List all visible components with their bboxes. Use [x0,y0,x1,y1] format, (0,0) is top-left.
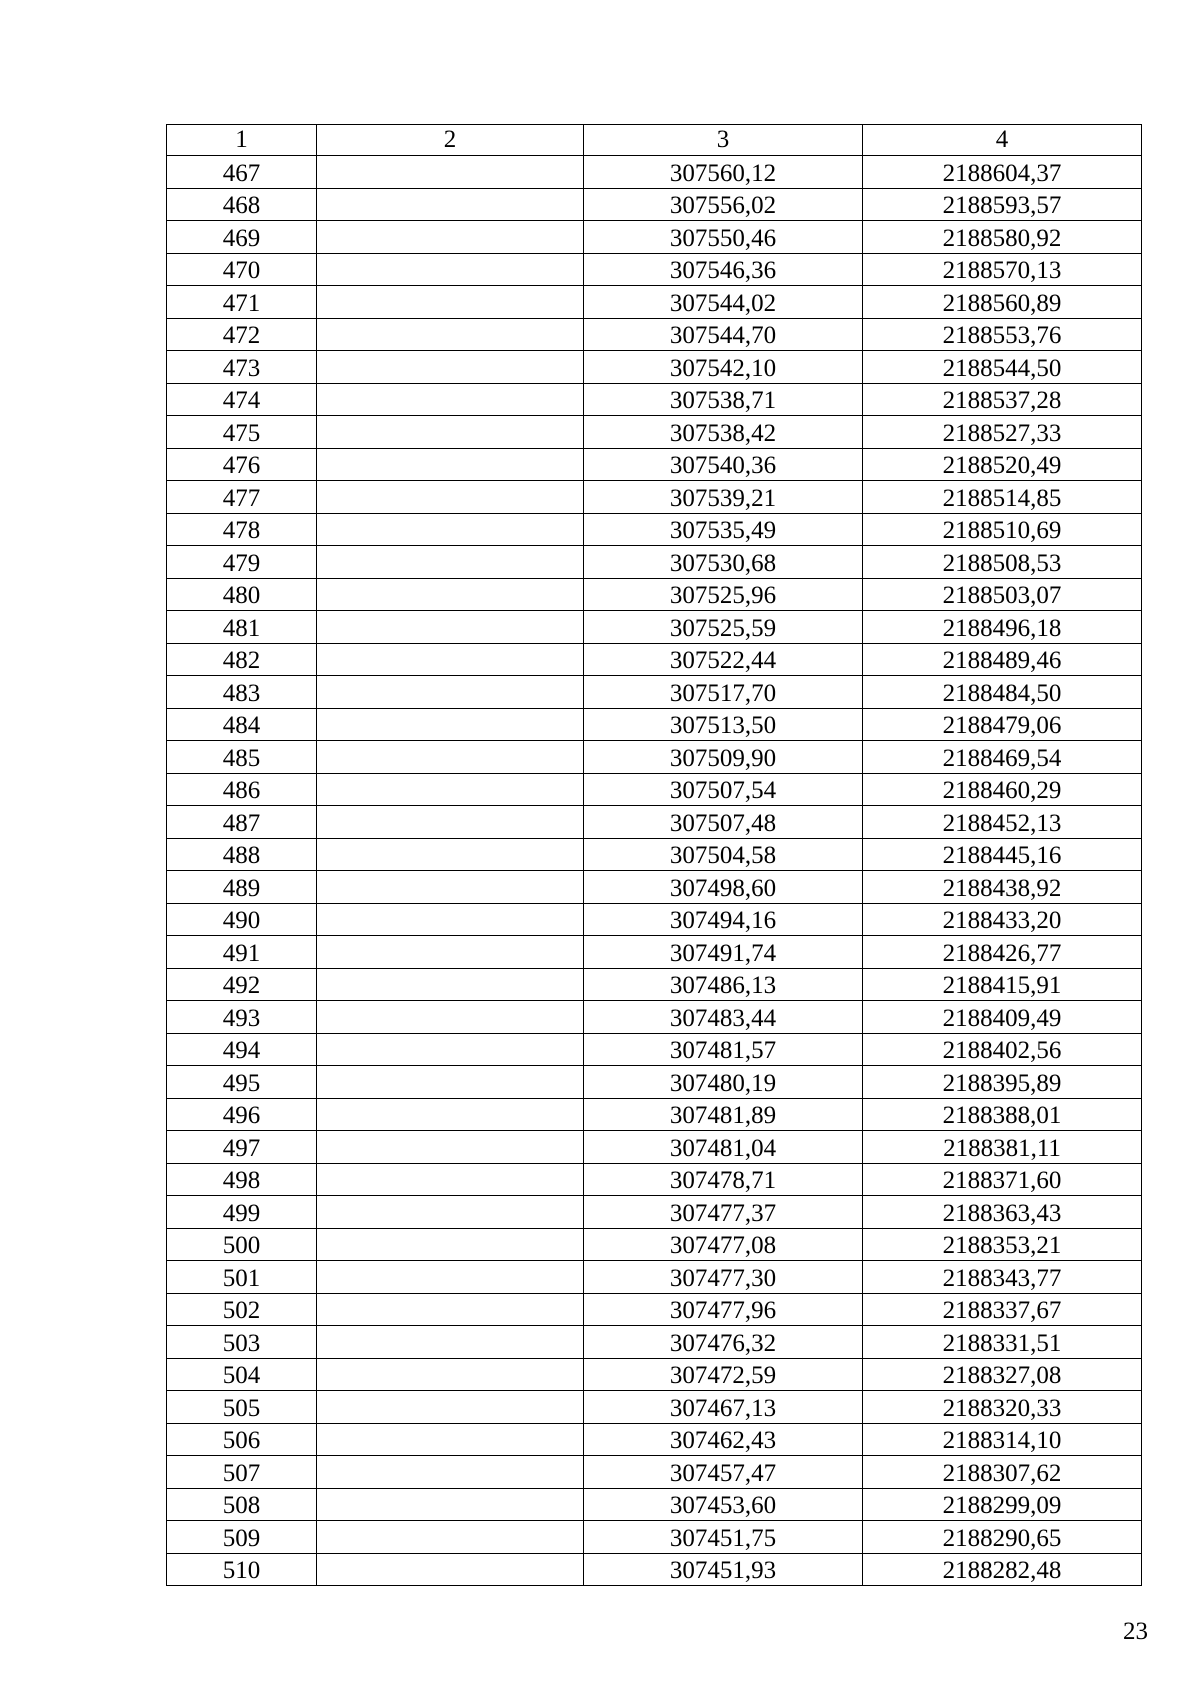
y-coordinate-cell: 2188415,91 [863,968,1142,1001]
description-cell [317,1066,584,1099]
description-cell [317,741,584,774]
y-coordinate-cell: 2188395,89 [863,1066,1142,1099]
y-coordinate-cell: 2188514,85 [863,481,1142,514]
x-coordinate-cell: 307486,13 [584,968,863,1001]
x-coordinate-cell: 307550,46 [584,221,863,254]
point-number-cell: 489 [167,871,317,904]
y-coordinate-cell: 2188343,77 [863,1261,1142,1294]
x-coordinate-cell: 307472,59 [584,1358,863,1391]
point-number-cell: 476 [167,448,317,481]
point-number-cell: 486 [167,773,317,806]
x-coordinate-cell: 307478,71 [584,1163,863,1196]
table-row [167,806,1142,839]
table-row [167,383,1142,416]
point-number-cell: 481 [167,611,317,644]
description-cell [317,1131,584,1164]
table-row [167,1001,1142,1034]
table-row [167,871,1142,904]
table-row [167,903,1142,936]
coordinates-table-container [166,124,1141,1586]
y-coordinate-cell: 2188527,33 [863,416,1142,449]
x-coordinate-cell: 307530,68 [584,546,863,579]
y-coordinate-cell: 2188489,46 [863,643,1142,676]
table-row [167,481,1142,514]
table-row [167,611,1142,644]
point-number-cell: 471 [167,286,317,319]
point-number-cell: 468 [167,188,317,221]
y-coordinate-cell: 2188320,33 [863,1391,1142,1424]
column-header-1: 1 [167,125,317,156]
point-number-cell: 510 [167,1553,317,1586]
y-coordinate-cell: 2188388,01 [863,1098,1142,1131]
y-coordinate-cell: 2188460,29 [863,773,1142,806]
point-number-cell: 490 [167,903,317,936]
point-number-cell: 467 [167,156,317,189]
table-row [167,253,1142,286]
table-row [167,351,1142,384]
y-coordinate-cell: 2188593,57 [863,188,1142,221]
table-row [167,838,1142,871]
table-row [167,221,1142,254]
point-number-cell: 499 [167,1196,317,1229]
description-cell [317,708,584,741]
point-number-cell: 478 [167,513,317,546]
description-cell [317,643,584,676]
x-coordinate-cell: 307522,44 [584,643,863,676]
table-row [167,936,1142,969]
table-header [167,125,1142,156]
point-number-cell: 472 [167,318,317,351]
point-number-cell: 477 [167,481,317,514]
point-number-cell: 473 [167,351,317,384]
x-coordinate-cell: 307481,57 [584,1033,863,1066]
x-coordinate-cell: 307477,30 [584,1261,863,1294]
x-coordinate-cell: 307538,71 [584,383,863,416]
table-row [167,643,1142,676]
y-coordinate-cell: 2188337,67 [863,1293,1142,1326]
point-number-cell: 475 [167,416,317,449]
point-number-cell: 498 [167,1163,317,1196]
y-coordinate-cell: 2188510,69 [863,513,1142,546]
description-cell [317,968,584,1001]
point-number-cell: 509 [167,1521,317,1554]
point-number-cell: 470 [167,253,317,286]
point-number-cell: 497 [167,1131,317,1164]
description-cell [317,286,584,319]
point-number-cell: 501 [167,1261,317,1294]
table-row [167,968,1142,1001]
description-cell [317,1326,584,1359]
y-coordinate-cell: 2188299,09 [863,1488,1142,1521]
description-cell [317,253,584,286]
table-row [167,1261,1142,1294]
y-coordinate-cell: 2188580,92 [863,221,1142,254]
description-cell [317,1098,584,1131]
y-coordinate-cell: 2188484,50 [863,676,1142,709]
point-number-cell: 485 [167,741,317,774]
x-coordinate-cell: 307556,02 [584,188,863,221]
x-coordinate-cell: 307462,43 [584,1423,863,1456]
point-number-cell: 474 [167,383,317,416]
x-coordinate-cell: 307507,48 [584,806,863,839]
x-coordinate-cell: 307504,58 [584,838,863,871]
table-row [167,1358,1142,1391]
table-row [167,286,1142,319]
description-cell [317,806,584,839]
table-row [167,1456,1142,1489]
point-number-cell: 507 [167,1456,317,1489]
x-coordinate-cell: 307457,47 [584,1456,863,1489]
description-cell [317,416,584,449]
point-number-cell: 495 [167,1066,317,1099]
x-coordinate-cell: 307544,02 [584,286,863,319]
x-coordinate-cell: 307477,96 [584,1293,863,1326]
point-number-cell: 503 [167,1326,317,1359]
table-body [167,156,1142,1586]
table-row [167,1326,1142,1359]
description-cell [317,1521,584,1554]
x-coordinate-cell: 307542,10 [584,351,863,384]
y-coordinate-cell: 2188503,07 [863,578,1142,611]
point-number-cell: 469 [167,221,317,254]
x-coordinate-cell: 307539,21 [584,481,863,514]
x-coordinate-cell: 307451,93 [584,1553,863,1586]
table-row [167,708,1142,741]
x-coordinate-cell: 307509,90 [584,741,863,774]
point-number-cell: 494 [167,1033,317,1066]
y-coordinate-cell: 2188327,08 [863,1358,1142,1391]
table-row [167,546,1142,579]
y-coordinate-cell: 2188402,56 [863,1033,1142,1066]
description-cell [317,1488,584,1521]
x-coordinate-cell: 307451,75 [584,1521,863,1554]
y-coordinate-cell: 2188560,89 [863,286,1142,319]
x-coordinate-cell: 307540,36 [584,448,863,481]
y-coordinate-cell: 2188353,21 [863,1228,1142,1261]
x-coordinate-cell: 307513,50 [584,708,863,741]
column-header-2: 2 [317,125,584,156]
table-row [167,1423,1142,1456]
table-row [167,416,1142,449]
x-coordinate-cell: 307481,89 [584,1098,863,1131]
description-cell [317,188,584,221]
x-coordinate-cell: 307491,74 [584,936,863,969]
description-cell [317,1553,584,1586]
table-row [167,1033,1142,1066]
x-coordinate-cell: 307525,59 [584,611,863,644]
y-coordinate-cell: 2188604,37 [863,156,1142,189]
description-cell [317,1033,584,1066]
point-number-cell: 483 [167,676,317,709]
description-cell [317,156,584,189]
description-cell [317,1391,584,1424]
table-row [167,1131,1142,1164]
y-coordinate-cell: 2188570,13 [863,253,1142,286]
y-coordinate-cell: 2188469,54 [863,741,1142,774]
point-number-cell: 504 [167,1358,317,1391]
point-number-cell: 505 [167,1391,317,1424]
x-coordinate-cell: 307481,04 [584,1131,863,1164]
description-cell [317,1358,584,1391]
description-cell [317,1261,584,1294]
column-header-3: 3 [584,125,863,156]
y-coordinate-cell: 2188553,76 [863,318,1142,351]
x-coordinate-cell: 307476,32 [584,1326,863,1359]
table-row [167,1553,1142,1586]
table-row [167,676,1142,709]
point-number-cell: 496 [167,1098,317,1131]
description-cell [317,1163,584,1196]
description-cell [317,1293,584,1326]
y-coordinate-cell: 2188438,92 [863,871,1142,904]
y-coordinate-cell: 2188371,60 [863,1163,1142,1196]
point-number-cell: 491 [167,936,317,969]
x-coordinate-cell: 307453,60 [584,1488,863,1521]
x-coordinate-cell: 307477,37 [584,1196,863,1229]
description-cell [317,1196,584,1229]
table-row [167,448,1142,481]
point-number-cell: 487 [167,806,317,839]
table-row [167,1391,1142,1424]
table-row [167,1521,1142,1554]
column-header-4: 4 [863,125,1142,156]
x-coordinate-cell: 307477,08 [584,1228,863,1261]
description-cell [317,936,584,969]
table-row [167,1098,1142,1131]
description-cell [317,351,584,384]
y-coordinate-cell: 2188409,49 [863,1001,1142,1034]
page-number: 23 [1123,1618,1148,1645]
x-coordinate-cell: 307517,70 [584,676,863,709]
y-coordinate-cell: 2188307,62 [863,1456,1142,1489]
y-coordinate-cell: 2188537,28 [863,383,1142,416]
point-number-cell: 500 [167,1228,317,1261]
x-coordinate-cell: 307538,42 [584,416,863,449]
description-cell [317,1228,584,1261]
y-coordinate-cell: 2188433,20 [863,903,1142,936]
table-row [167,578,1142,611]
point-number-cell: 480 [167,578,317,611]
description-cell [317,221,584,254]
y-coordinate-cell: 2188508,53 [863,546,1142,579]
point-number-cell: 482 [167,643,317,676]
description-cell [317,578,584,611]
y-coordinate-cell: 2188479,06 [863,708,1142,741]
x-coordinate-cell: 307525,96 [584,578,863,611]
x-coordinate-cell: 307498,60 [584,871,863,904]
y-coordinate-cell: 2188544,50 [863,351,1142,384]
description-cell [317,318,584,351]
table-row [167,318,1142,351]
description-cell [317,513,584,546]
x-coordinate-cell: 307483,44 [584,1001,863,1034]
y-coordinate-cell: 2188520,49 [863,448,1142,481]
y-coordinate-cell: 2188381,11 [863,1131,1142,1164]
x-coordinate-cell: 307544,70 [584,318,863,351]
description-cell [317,546,584,579]
x-coordinate-cell: 307560,12 [584,156,863,189]
y-coordinate-cell: 2188496,18 [863,611,1142,644]
table-row [167,1196,1142,1229]
table-row [167,1163,1142,1196]
table-row [167,188,1142,221]
x-coordinate-cell: 307507,54 [584,773,863,806]
x-coordinate-cell: 307467,13 [584,1391,863,1424]
coordinates-table [166,124,1142,1586]
description-cell [317,1423,584,1456]
point-number-cell: 479 [167,546,317,579]
description-cell [317,903,584,936]
y-coordinate-cell: 2188426,77 [863,936,1142,969]
header-row [167,125,1142,156]
y-coordinate-cell: 2188282,48 [863,1553,1142,1586]
table-row [167,1228,1142,1261]
point-number-cell: 506 [167,1423,317,1456]
point-number-cell: 502 [167,1293,317,1326]
description-cell [317,676,584,709]
description-cell [317,1456,584,1489]
description-cell [317,611,584,644]
description-cell [317,481,584,514]
point-number-cell: 493 [167,1001,317,1034]
description-cell [317,448,584,481]
point-number-cell: 492 [167,968,317,1001]
description-cell [317,383,584,416]
y-coordinate-cell: 2188290,65 [863,1521,1142,1554]
x-coordinate-cell: 307494,16 [584,903,863,936]
table-row [167,156,1142,189]
table-row [167,1066,1142,1099]
y-coordinate-cell: 2188331,51 [863,1326,1142,1359]
point-number-cell: 484 [167,708,317,741]
table-row [167,773,1142,806]
description-cell [317,773,584,806]
x-coordinate-cell: 307546,36 [584,253,863,286]
y-coordinate-cell: 2188452,13 [863,806,1142,839]
point-number-cell: 508 [167,1488,317,1521]
x-coordinate-cell: 307480,19 [584,1066,863,1099]
description-cell [317,871,584,904]
y-coordinate-cell: 2188363,43 [863,1196,1142,1229]
point-number-cell: 488 [167,838,317,871]
table-row [167,1488,1142,1521]
y-coordinate-cell: 2188314,10 [863,1423,1142,1456]
table-row [167,1293,1142,1326]
description-cell [317,838,584,871]
table-row [167,513,1142,546]
y-coordinate-cell: 2188445,16 [863,838,1142,871]
table-row [167,741,1142,774]
x-coordinate-cell: 307535,49 [584,513,863,546]
description-cell [317,1001,584,1034]
